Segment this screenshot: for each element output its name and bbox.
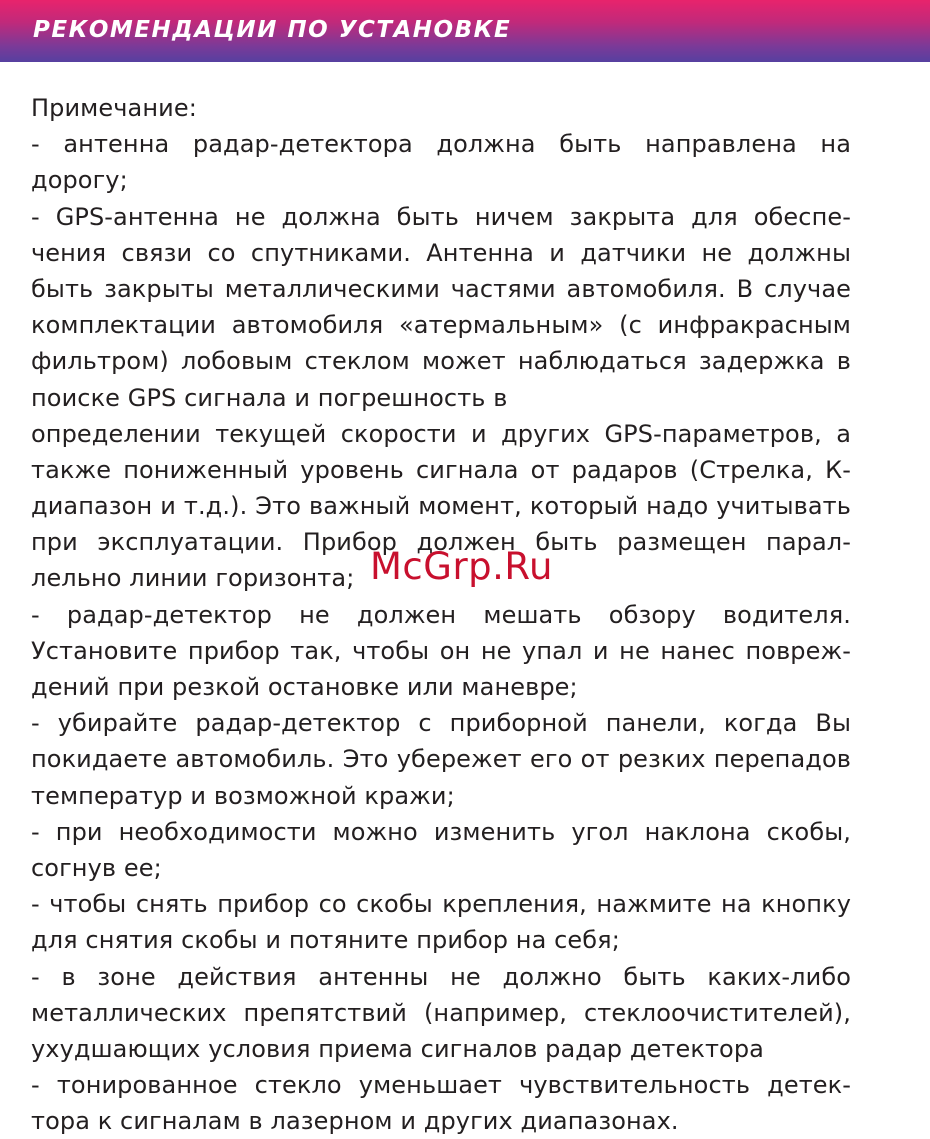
text-line: температур и возможной кражи; [31,781,455,810]
text-line: - чтобы снять прибор со скобы крепления, нажмите на кнопку [31,890,851,919]
text-line: дений при резкой остановке или маневре; [31,673,578,701]
text-line: Установите прибор так, чтобы он не упал и не нанес повреж- [31,636,851,665]
section-title: РЕКОМЕНДАЦИИ ПО УСТАНОВКЕ [33,17,512,43]
body-text [31,90,851,1139]
text-line: тора к сигналам в лазерном и других диапазонах. [31,1107,679,1136]
text-line: - в зоне действия антенны не должно быть каких-либо [31,962,851,991]
text-line: - GPS-антенна не должна быть ничем закрыта для обеспе- [31,202,851,231]
text-line: - радар-детектор не должен мешать обзору водителя. [31,600,851,629]
text-line: комплектации автомобиля «атермальным» (с инфракрасным [31,311,851,340]
text-line: дорогу; [31,166,128,195]
watermark: McGrp.Ru [370,545,553,588]
text-line: чения связи со спутниками. Антенна и датчики не должны [31,238,851,267]
text-line: Примечание: [31,94,197,122]
text-line: диапазон и т.д.). Это важный момент, который надо учитывать [31,492,851,521]
header-bar [0,0,930,62]
text-line: - антенна радар-детектора должна быть направлена на [31,130,851,159]
text-line: поиске GPS сигнала и погрешность в [31,383,508,412]
text-line: для снятия скобы и потяните прибор на себя; [31,926,620,955]
text-line: - убирайте радар-детектор с приборной панели, когда Вы [31,709,851,738]
text-line: определении текущей скорости и других GPS-параметров, а [31,419,851,448]
text-line: - тонированное стекло уменьшает чувствительность детек- [31,1071,851,1100]
text-line: также пониженный уровень сигнала от радаров (Стрелка, К- [31,455,851,484]
text-line: согнув ее; [31,853,162,882]
text-line: фильтром) лобовым стеклом может наблюдаться задержка в [31,347,851,376]
text-line: лельно линии горизонта; [31,564,355,593]
text-line: покидаете автомобиль. Это убережет его от резких перепадов [31,745,851,774]
text-line: быть закрыты металлическими частями автомобиля. В случае [31,274,851,303]
text-line: при эксплуатации. Прибор должен быть размещен парал- [31,528,851,557]
text-line: ухудшающих условия приема сигналов радар детектора [31,1034,764,1063]
text-line: металлических препятствий (например, стеклоочистителей), [31,998,851,1027]
text-line: - при необходимости можно изменить угол наклона скобы, [31,817,851,846]
